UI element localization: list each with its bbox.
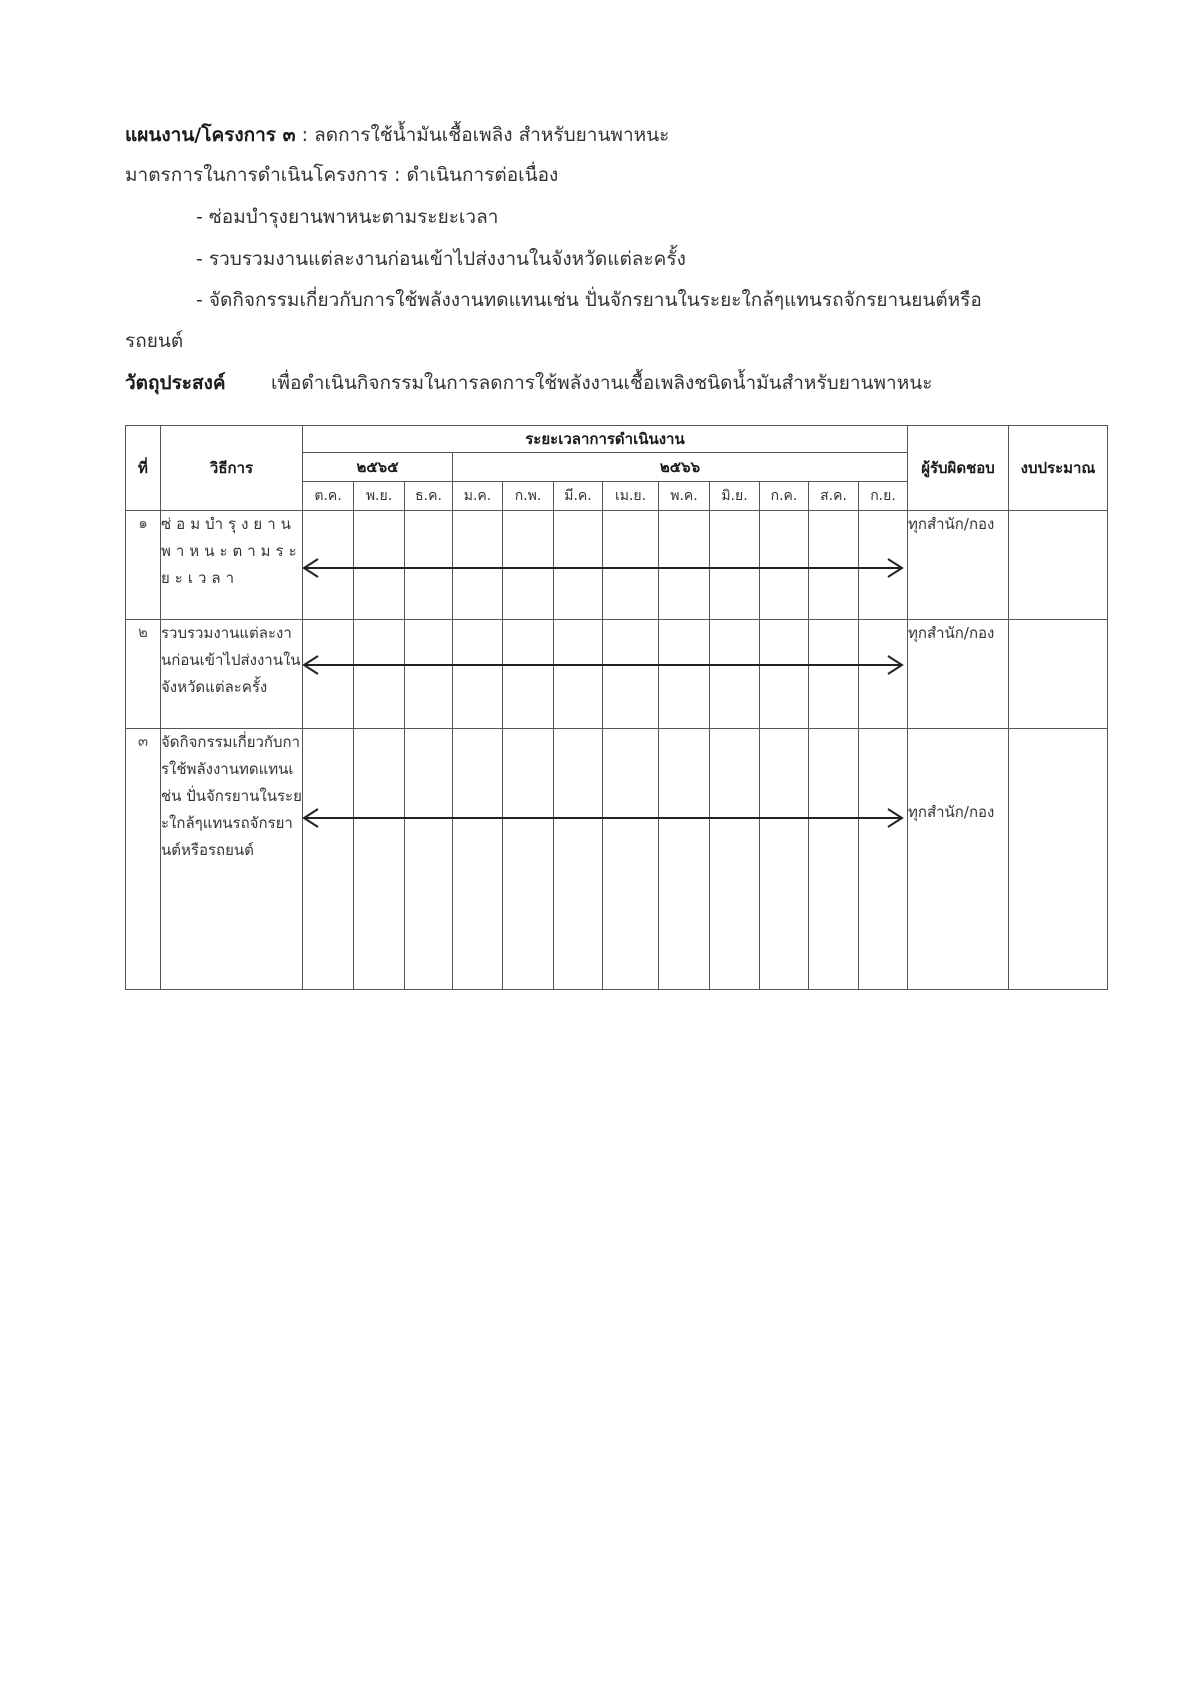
plan-heading-label: แผนงาน/โครงการ ๓ bbox=[125, 124, 296, 146]
header-responsible: ผู้รับผิดชอบ bbox=[908, 426, 1009, 511]
header-budget: งบประมาณ bbox=[1009, 426, 1108, 511]
month-cell bbox=[859, 620, 908, 729]
table-row bbox=[126, 620, 1108, 729]
month-cell bbox=[354, 729, 405, 990]
header-month: ก.พ. bbox=[503, 482, 554, 511]
row-budget bbox=[1009, 729, 1108, 990]
header-month: ต.ค. bbox=[303, 482, 354, 511]
month-cell bbox=[453, 511, 503, 620]
month-cell bbox=[354, 511, 405, 620]
month-cell bbox=[554, 620, 603, 729]
measure-item: - ซ่อมบำรุงยานพาหนะตามระยะเวลา bbox=[196, 206, 499, 228]
month-cell bbox=[503, 620, 554, 729]
header-year-2565: ๒๕๖๕ bbox=[303, 453, 453, 482]
measures-line: มาตรการในการดำเนินโครงการ : ดำเนินการต่อเนื่อง bbox=[125, 164, 559, 186]
objective bbox=[125, 370, 932, 396]
month-cell bbox=[303, 511, 354, 620]
month-cell bbox=[760, 511, 809, 620]
month-cell bbox=[659, 620, 710, 729]
month-cell bbox=[809, 620, 859, 729]
month-cell bbox=[603, 620, 659, 729]
month-cell bbox=[554, 511, 603, 620]
month-cell bbox=[710, 511, 760, 620]
month-cell bbox=[405, 729, 453, 990]
header-month: มิ.ย. bbox=[710, 482, 760, 511]
month-cell bbox=[659, 511, 710, 620]
table-row bbox=[126, 729, 1108, 990]
header-month: ก.ย. bbox=[859, 482, 908, 511]
header-month: ม.ค. bbox=[453, 482, 503, 511]
month-cell bbox=[405, 511, 453, 620]
month-cell bbox=[453, 729, 503, 990]
month-cell bbox=[503, 511, 554, 620]
month-cell bbox=[659, 729, 710, 990]
month-cell bbox=[760, 729, 809, 990]
header-month: มี.ค. bbox=[554, 482, 603, 511]
row-number: ๑ bbox=[126, 511, 161, 620]
row-number: ๓ bbox=[126, 729, 161, 990]
measure-item-continuation: รถยนต์ bbox=[125, 330, 184, 352]
row-responsible: ทุกสำนัก/กอง bbox=[908, 620, 1009, 729]
month-cell bbox=[453, 620, 503, 729]
month-cell bbox=[710, 729, 760, 990]
row-budget bbox=[1009, 620, 1108, 729]
row-method: รวบรวมงานแต่ละงานก่อนเข้าไปส่งงานในจังหวัดแต่ละครั้ง bbox=[161, 620, 303, 729]
plan-heading bbox=[125, 122, 669, 148]
month-cell bbox=[603, 511, 659, 620]
measure-item: - รวบรวมงานแต่ละงานก่อนเข้าไปส่งงานในจังหวัดแต่ละครั้ง bbox=[196, 248, 686, 270]
header-no: ที่ bbox=[126, 426, 161, 511]
month-cell bbox=[405, 620, 453, 729]
header-month: พ.ย. bbox=[354, 482, 405, 511]
header-month: ก.ค. bbox=[760, 482, 809, 511]
plan-heading-text: : ลดการใช้น้ำมันเชื้อเพลิง สำหรับยานพาหนะ bbox=[295, 124, 670, 146]
month-cell bbox=[809, 511, 859, 620]
month-cell bbox=[760, 620, 809, 729]
header-year-2566: ๒๕๖๖ bbox=[453, 453, 908, 482]
month-cell bbox=[303, 620, 354, 729]
month-cell bbox=[859, 511, 908, 620]
header-method: วิธีการ bbox=[161, 426, 303, 511]
row-method: ซ่อมบำรุงยานพาหนะตามระยะเวลา bbox=[161, 511, 303, 620]
month-cell bbox=[710, 620, 760, 729]
row-method: จัดกิจกรรมเกี่ยวกับการใช้พลังงานทดแทนเช่น ปั่นจักรยานในระยะใกล้ๆแทนรถจักรยานต์หรือรถยนต์ bbox=[161, 729, 303, 990]
month-cell bbox=[603, 729, 659, 990]
header-month: ธ.ค. bbox=[405, 482, 453, 511]
row-number: ๒ bbox=[126, 620, 161, 729]
header-month: ส.ค. bbox=[809, 482, 859, 511]
header-month: พ.ค. bbox=[659, 482, 710, 511]
objective-label: วัตถุประสงค์ bbox=[125, 372, 226, 394]
month-cell bbox=[809, 729, 859, 990]
measure-item: - จัดกิจกรรมเกี่ยวกับการใช้พลังงานทดแทนเช่น ปั่นจักรยานในระยะใกล้ๆแทนรถจักรยานยนต์หรือ bbox=[196, 289, 982, 311]
header-month: เม.ย. bbox=[603, 482, 659, 511]
table-row bbox=[126, 511, 1108, 620]
row-responsible: ทุกสำนัก/กอง bbox=[908, 729, 1009, 990]
month-cell bbox=[503, 729, 554, 990]
row-responsible: ทุกสำนัก/กอง bbox=[908, 511, 1009, 620]
month-cell bbox=[303, 729, 354, 990]
objective-text: เพื่อดำเนินกิจกรรมในการลดการใช้พลังงานเชื้อเพลิงชนิดน้ำมันสำหรับยานพาหนะ bbox=[271, 372, 933, 394]
month-cell bbox=[554, 729, 603, 990]
month-cell bbox=[859, 729, 908, 990]
row-budget bbox=[1009, 511, 1108, 620]
header-period: ระยะเวลาการดำเนินงาน bbox=[303, 426, 908, 453]
month-cell bbox=[354, 620, 405, 729]
plan-table bbox=[125, 425, 1108, 990]
